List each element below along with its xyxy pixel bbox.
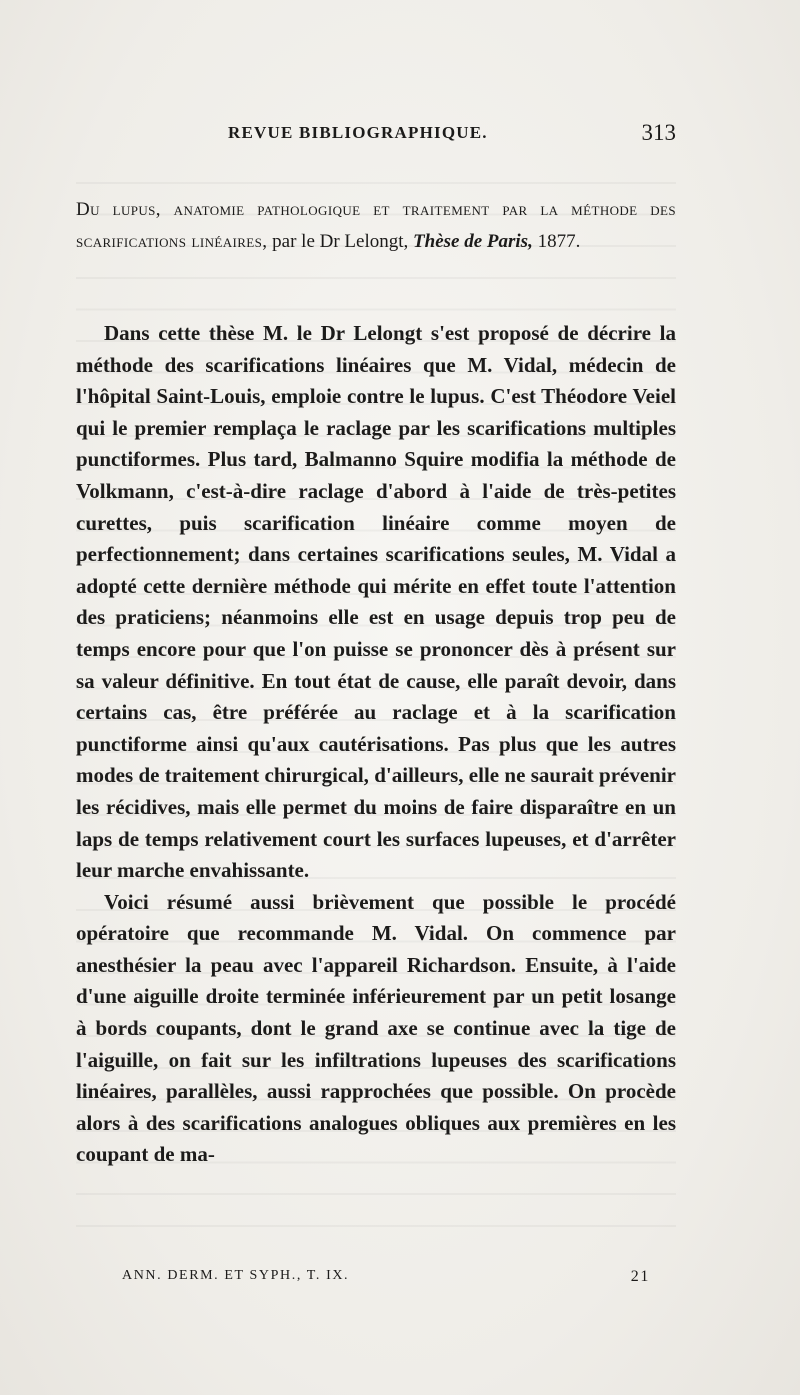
page-header	[76, 121, 676, 151]
paragraph-2: Voici résumé aussi brièvement que possible le procédé opératoire que recommande M. Vidal. On commence par anesthésier la peau avec l'appareil Richardson. Ensuite, à l'aide d'une aiguille droite terminée inférieurement par un petit losange à bords coupants, dont le grand axe se continue avec la tige de l'aiguille, on fait sur les infiltrations lupeuses des scarifications linéaires, parallèles, aussi rapprochées que possible. On procède alors à des scarifications analogues obliques aux premières en les coupant de ma-	[76, 889, 676, 1167]
article-year: 1877.	[532, 231, 581, 252]
article-body	[76, 318, 676, 1171]
page-footer	[122, 1268, 650, 1290]
article-author: par le Dr Lelongt,	[267, 231, 414, 252]
article-title	[76, 194, 676, 258]
running-title: REVUE BIBLIOGRAPHIQUE.	[228, 123, 488, 142]
signature-mark: 21	[630, 1268, 650, 1285]
page-number: 313	[641, 120, 676, 145]
paragraph-1: Dans cette thèse M. le Dr Lelongt s'est proposé de décrire la méthode des scarifications linéaires que M. Vidal, médecin de l'hôpital Saint-Louis, emploie contre le lupus. C'est Théodore Veiel qui le premier remplaça le raclage par les scarifications multiples punctiformes. Plus tard, Balmanno Squire modifia la méthode de Volkmann, c'est-à-dire raclage d'abord à l'aide de très-petites curettes, puis scarification linéaire comme moyen de perfectionnement; dans certaines scarifications seules, M. Vidal a adopté cette dernière méthode qui mérite en effet toute l'attention des praticiens; néanmoins elle est en usage depuis trop peu de temps encore pour que l'on puisse se prononcer dès à présent sur sa valeur définitive. En tout état de cause, elle paraît devoir, dans certains cas, être préférée au raclage et à la scarification punctiforme ainsi qu'aux cautérisations. Pas plus que les autres modes de traitement chirurgical, d'ailleurs, elle ne saurait prévenir les récidives, mais elle permet du moins de faire disparaître en un laps de temps relativement court les surfaces lupeuses, et d'arrêter leur marche envahissante.	[76, 321, 676, 883]
article-title-main: Du lupus, anatomie pathologique et traitement par la méthode des scarifications linéaires,	[76, 199, 676, 252]
article-source: Thèse de Paris,	[413, 231, 533, 252]
journal-reference: ANN. DERM. ET SYPH., T. IX.	[122, 1268, 350, 1283]
